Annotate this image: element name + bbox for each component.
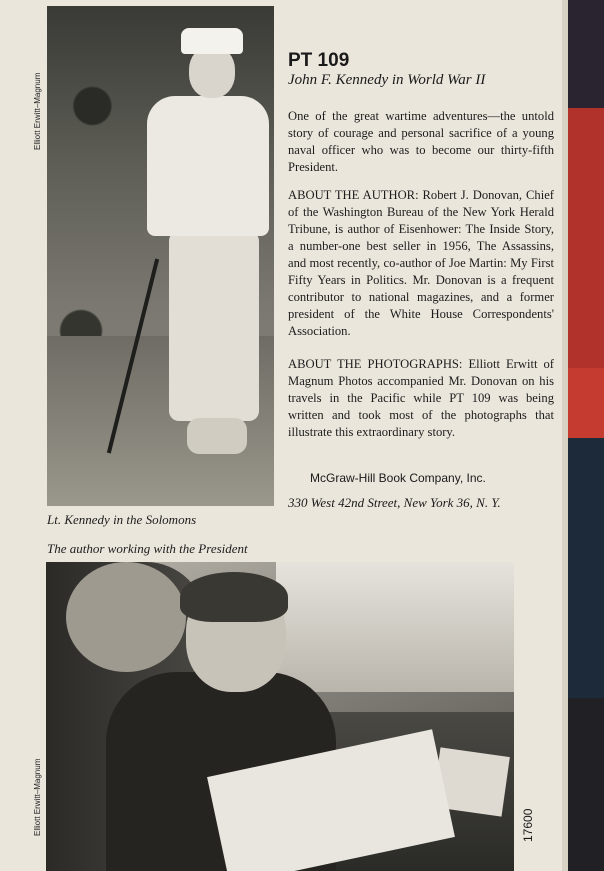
caption-bottom: The author working with the President [47, 541, 248, 556]
about-author-heading: ABOUT THE AUTHOR: [288, 188, 419, 202]
photo-credit-bottom: Elliott Erwitt–Magnum [33, 758, 42, 836]
officer-cap [181, 28, 243, 54]
about-photos-heading: ABOUT THE PHOTOGRAPHS: [288, 357, 463, 371]
book-title: PT 109 [288, 50, 350, 71]
book-spine [562, 0, 604, 871]
about-author [288, 187, 554, 340]
publisher-name: McGraw-Hill Book Company, Inc. [310, 471, 486, 485]
kennedy-solomons-photo [47, 6, 274, 506]
about-photographs [288, 356, 554, 441]
about-author-text: Robert J. Donovan, Chief of the Washington Bureau of the New York Herald Tribune, is author of Eisenhower: The Inside Story, a number-one best seller in 1956, The Assassins, and most recently, co-author of Joe Martin: My First Fifty Years in Politics. Mr. Donovan is a frequent contributor to national magazines, and a former president of the White House Correspondents' Association. [288, 188, 554, 338]
caption-top: Lt. Kennedy in the Solomons [47, 512, 197, 527]
publisher-address: 330 West 42nd Street, New York 36, N. Y. [288, 495, 501, 510]
author-with-president-photo [46, 562, 514, 871]
about-photos-text: Elliott Erwitt of Magnum Photos accompanied Mr. Donovan on his travels in the Pacific while PT 109 was being written and took most of the photographs that illustrate this extraordinary story. [288, 357, 554, 439]
catalog-number: 17600 [521, 808, 535, 842]
photo-credit-top: Elliott Erwitt–Magnum [33, 72, 42, 150]
book-subtitle: John F. Kennedy in World War II [288, 72, 486, 88]
blurb: One of the great wartime adventures—the untold story of courage and personal sacrifice of a young naval officer who was to become our thirty-fifth President. [288, 109, 554, 174]
